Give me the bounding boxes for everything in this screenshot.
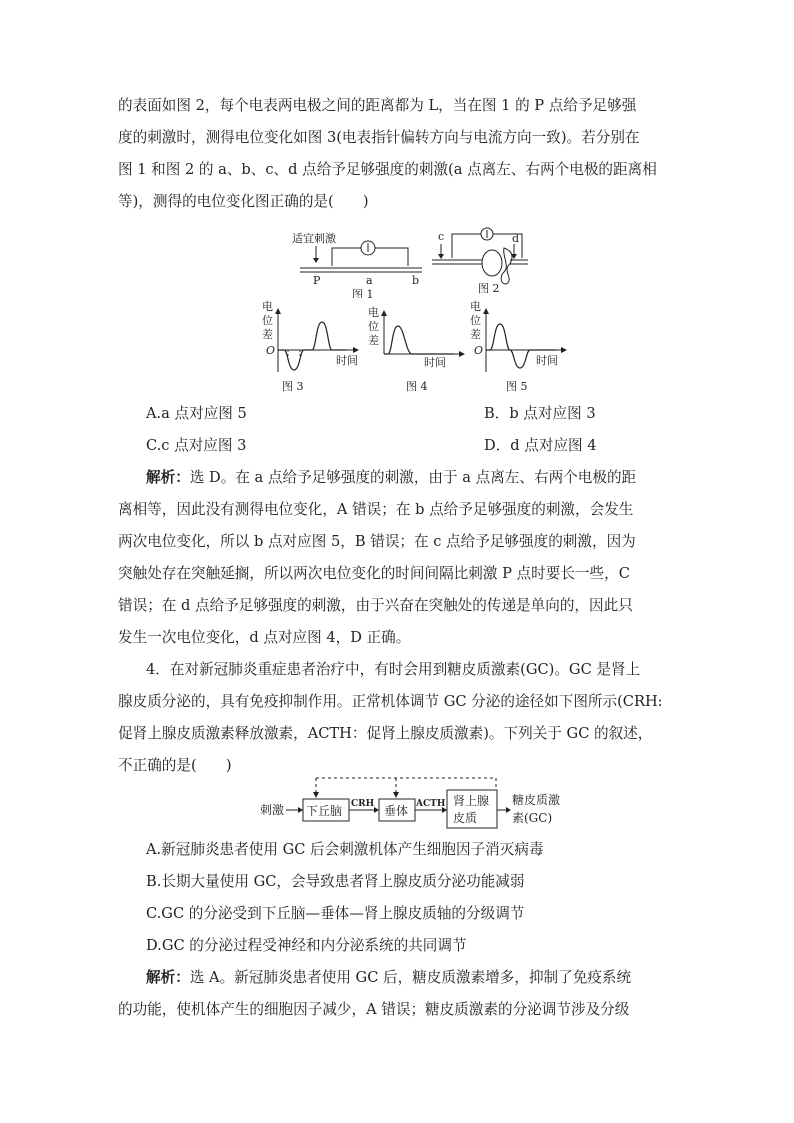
figure-5	[470, 299, 567, 393]
electrode-wire-left	[332, 248, 361, 266]
point-a: a	[366, 274, 373, 287]
q4-line: 促肾上腺皮质激素释放激素，ACTH：促肾上腺皮质激素)。下列关于 GC 的叙述，	[118, 725, 653, 742]
figure-1	[292, 231, 422, 298]
option-c: C.c 点对应图 3	[146, 437, 247, 454]
analysis-text: 错误；在 d 点给予足够强度的刺激，由于兴奋在突触处的传递是单向的，因此只	[118, 597, 633, 614]
analysis-text: 突触处存在突触延搁，所以两次电位变化的时间间隔比刺激 P 点时要长一些，C	[118, 565, 630, 582]
analysis-text: 选 D。在 a 点给予足够强度的刺激，由于 a 点离左、右两个电极的距	[189, 469, 637, 486]
figure-5-caption: 图 5	[506, 380, 528, 393]
figure-2	[432, 228, 528, 295]
intro-line: 的表面如图 2，每个电表两电极之间的距离都为 L，当在图 1 的 P 点给予足够强	[118, 97, 637, 114]
figure-4	[368, 305, 465, 393]
axis-arrow	[459, 351, 465, 357]
origin-label: O	[266, 344, 276, 357]
ylabel-char: 位	[470, 314, 481, 327]
ylabel-char: 电	[262, 300, 273, 313]
intro-line: 等)，测得的电位变化图正确的是( )	[118, 193, 369, 210]
figure-1-caption: 图 1	[352, 288, 374, 298]
option-b: B.长期大量使用 GC，会导致患者肾上腺皮质分泌功能减弱	[146, 873, 525, 890]
q4-line: 4．在对新冠肺炎重症患者治疗中，有时会用到糖皮质激素(GC)。GC 是肾上	[146, 661, 641, 678]
axis-arrow	[275, 308, 281, 314]
ylabel-char: 电	[470, 300, 481, 313]
analysis-text: 选 A。新冠肺炎患者使用 GC 后，糖皮质激素增多，抑制了免疫系统	[189, 969, 632, 986]
adrenal-label-1: 肾上腺	[453, 794, 490, 808]
arrow-head	[393, 792, 399, 798]
stimulus-label: 适宜刺激	[292, 232, 336, 245]
figure-2-caption: 图 2	[478, 282, 500, 295]
arrow-head	[313, 792, 319, 798]
option-c: C.GC 的分泌受到下丘脑—垂体—肾上腺皮质轴的分级调节	[146, 905, 525, 922]
arrow-head	[298, 807, 303, 813]
point-c: c	[438, 230, 445, 243]
intro-line: 图 1 和图 2 的 a、b、c、d 点给予足够强度的刺激(a 点离左、右两个电极的距离相	[118, 161, 657, 178]
arrow-head	[438, 254, 444, 259]
xlabel: 时间	[336, 354, 358, 367]
q4-line: 腺皮质分泌的，具有免疫抑制作用。正常机体调节 GC 分泌的途径如下图所示(CRH:	[118, 693, 663, 710]
point-d: d	[512, 232, 520, 245]
crh-label: CRH	[351, 799, 375, 809]
axis-arrow	[483, 308, 489, 314]
point-p: P	[313, 274, 321, 287]
q4-line: 不正确的是( )	[118, 757, 232, 774]
option-b: B．b 点对应图 3	[484, 405, 596, 422]
stimulus-text: 刺激	[260, 803, 285, 817]
figure-3-4-5	[256, 298, 576, 398]
ylabel-char: 差	[262, 328, 273, 341]
adrenal-label-2: 皮质	[453, 811, 478, 825]
axis-arrow	[561, 347, 567, 353]
origin-label: O	[474, 344, 484, 357]
option-d: D.GC 的分泌过程受神经和内分泌系统的共同调节	[146, 937, 467, 954]
figure-3-caption: 图 3	[282, 380, 304, 393]
ylabel-char: 差	[470, 328, 481, 341]
gc-label-2: 素(GC)	[512, 811, 553, 825]
gc-label-1: 糖皮质激	[512, 793, 561, 807]
option-d: D．d 点对应图 4	[484, 437, 597, 454]
ylabel-char: 差	[368, 334, 379, 347]
acth-label: ACTH	[416, 799, 446, 809]
figure-1-2	[290, 226, 530, 298]
arrow-head	[374, 807, 379, 813]
axis-arrow	[381, 310, 387, 316]
option-a: A.新冠肺炎患者使用 GC 后会刺激机体产生细胞因子消灭病毒	[146, 841, 544, 858]
point-b: b	[412, 274, 420, 287]
analysis-text: 离相等，因此没有测得电位变化，A 错误；在 b 点给予足够强度的刺激，会发生	[118, 501, 634, 518]
analysis-text: 发生一次电位变化，d 点对应图 4，D 正确。	[118, 629, 411, 646]
synapse-terminal	[482, 250, 502, 276]
figure-3	[262, 299, 359, 393]
ylabel-char: 位	[262, 314, 273, 327]
potential-curve	[384, 326, 454, 354]
xlabel: 时间	[536, 354, 558, 367]
analysis-text: 两次电位变化，所以 b 点对应图 5，B 错误；在 c 点给予足够强度的刺激，因为	[118, 533, 636, 550]
option-a: A.a 点对应图 5	[146, 405, 247, 422]
analysis-label: 解析：	[146, 469, 190, 486]
pituitary-label: 垂体	[384, 804, 409, 818]
hpa-axis-diagram	[258, 772, 578, 832]
analysis-label: 解析：	[146, 969, 190, 986]
figure-4-caption: 图 4	[406, 380, 428, 393]
ylabel-char: 位	[368, 320, 379, 333]
electrode-wire-right	[375, 248, 408, 266]
intro-line: 度的刺激时，测得电位变化如图 3(电表指针偏转方向与电流方向一致)。若分别在	[118, 129, 640, 146]
arrow-head	[506, 807, 511, 813]
ylabel-char: 电	[368, 306, 379, 319]
axis-arrow	[353, 347, 359, 353]
arrow-head	[313, 258, 319, 263]
analysis-text: 的功能，使机体产生的细胞因子减少，A 错误；糖皮质激素的分泌调节涉及分级	[118, 1001, 630, 1018]
hypothalamus-label: 下丘脑	[306, 804, 343, 818]
xlabel: 时间	[424, 356, 446, 369]
postsynaptic-neuron	[501, 248, 512, 284]
electrode-wire-left	[452, 234, 481, 258]
